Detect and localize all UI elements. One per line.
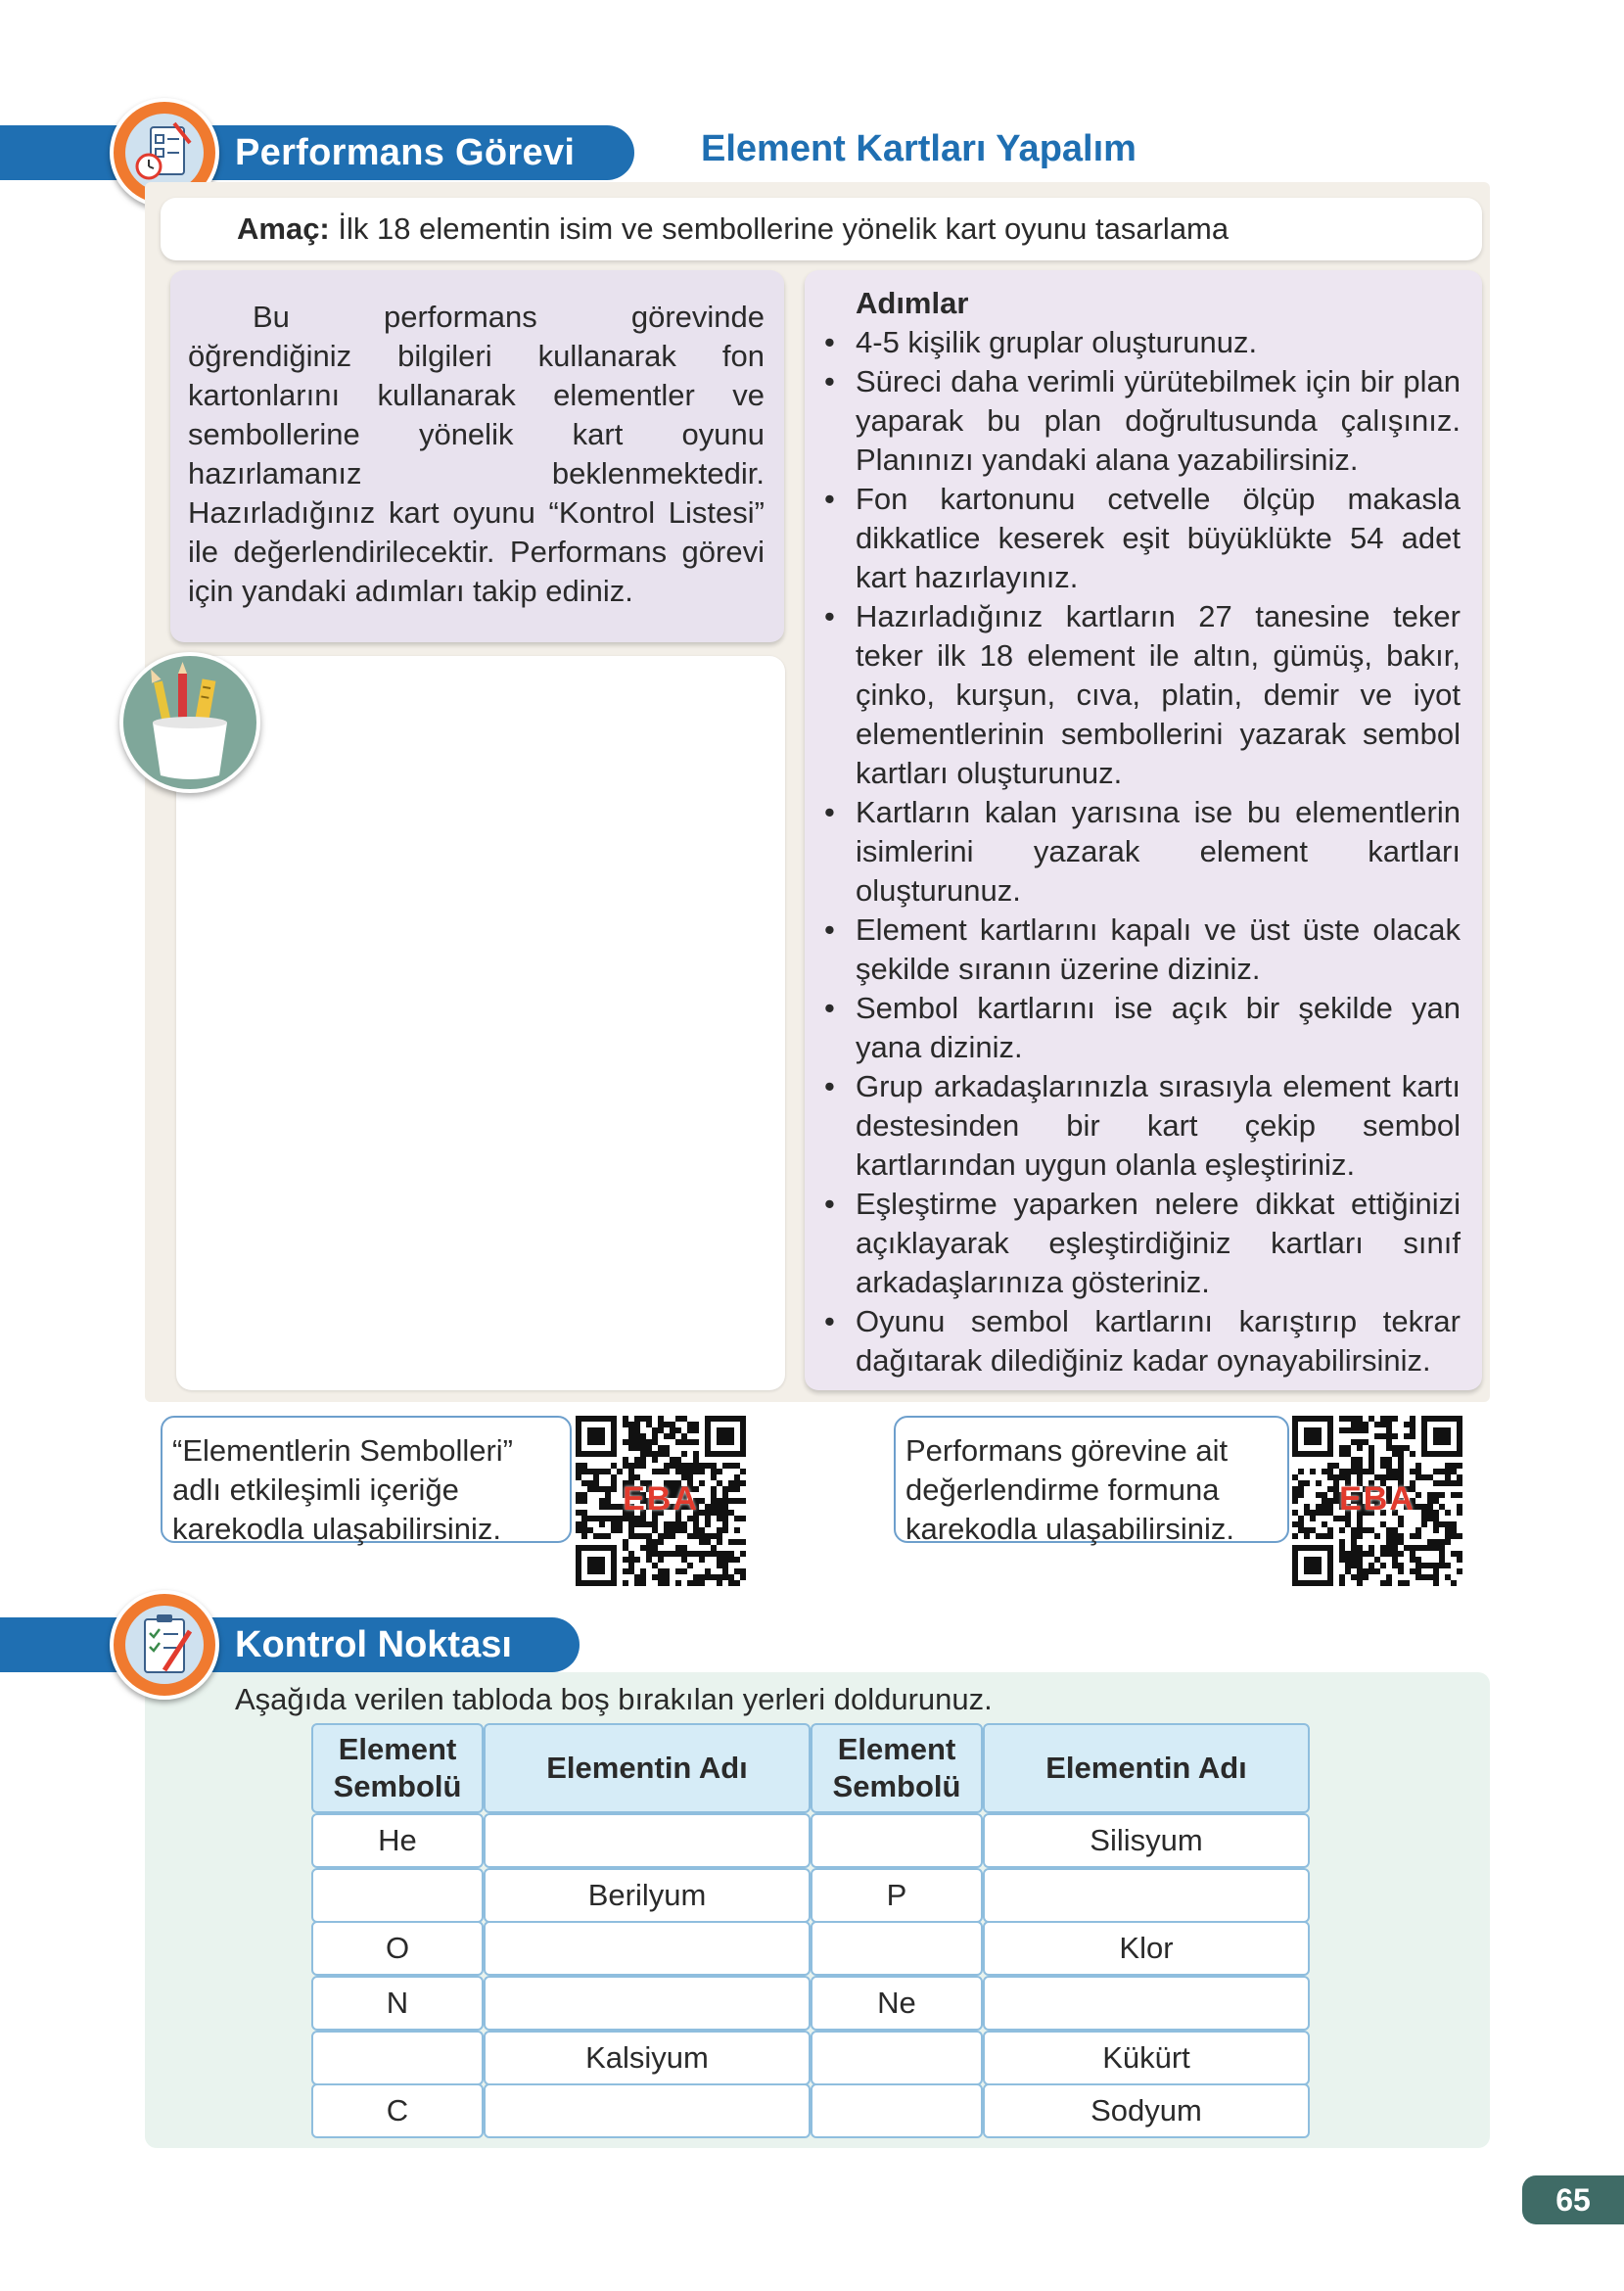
eba-logo: EBA (623, 1480, 699, 1518)
table-cell: N (311, 1976, 484, 2031)
table-cell[interactable] (811, 2083, 983, 2138)
checkpoint-title: Kontrol Noktası (235, 1624, 512, 1665)
intro-box (170, 270, 784, 642)
table-cell: Silisyum (983, 1813, 1310, 1868)
steps-box (805, 270, 1482, 1390)
table-cell[interactable] (484, 1976, 811, 2031)
eba-logo: EBA (1339, 1480, 1415, 1518)
steps-title: Adımlar (856, 286, 969, 320)
table-header-cell: Elementin Adı (983, 1723, 1310, 1813)
table-cell[interactable] (811, 2031, 983, 2085)
table-cell: Ne (811, 1976, 983, 2031)
checkpoint-instruction: Aşağıda verilen tabloda boş bırakılan yerleri doldurunuz. (235, 1682, 993, 1716)
table-cell[interactable] (484, 2083, 811, 2138)
list-item: • Element kartlarını kapalı ve üst üste olacak şekilde sıranın üzerine diziniz. (854, 911, 1461, 989)
qr-info-box-evaluation (894, 1416, 1289, 1546)
table-cell[interactable] (983, 1976, 1310, 2031)
aim-label: Amaç: (237, 211, 330, 246)
page-number: 65 (1522, 2175, 1624, 2224)
qr-code-icon[interactable] (576, 1416, 746, 1586)
table-cell[interactable] (811, 1813, 983, 1868)
table-cell: Kalsiyum (484, 2031, 811, 2085)
list-item: • Grup arkadaşlarınızla sırasıyla element kartı destesinden bir kart çekip sembol kartlarından uygun olanla eşleştiriniz. (854, 1067, 1461, 1185)
table-cell: Berilyum (484, 1868, 811, 1923)
table-cell: Klor (983, 1921, 1310, 1976)
table-cell[interactable] (811, 1921, 983, 1976)
list-item: • Oyunu sembol kartlarını karıştırıp tekrar dağıtarak dilediğiniz kadar oynayabilirsiniz. (854, 1302, 1461, 1380)
qr-info-text: Performans görevine ait değerlendirme formuna karekodla ulaşabilirsiniz. (905, 1433, 1234, 1546)
aim-text: İlk 18 elementin isim ve sembollerine yönelik kart oyunu tasarlama (329, 211, 1230, 246)
list-item: • Süreci daha verimli yürütebilmek için bir plan yaparak bu plan doğrultusunda çalışınız. Planınızı yandaki alana yazabilirsiniz. (854, 362, 1461, 480)
list-item: • Fon kartonunu cetvelle ölçüp makasla dikkatlice keserek eşit büyüklükte 54 adet kart hazırlayınız. (854, 480, 1461, 597)
table-cell: C (311, 2083, 484, 2138)
table-header-cell: Elementin Adı (484, 1723, 811, 1813)
table-header-cell: Element Sembolü (811, 1723, 983, 1813)
table-cell[interactable] (484, 1921, 811, 1976)
list-item: • Hazırladığınız kartların 27 tanesine teker teker ilk 18 element ile altın, gümüş, bakır, çinko, kurşun, cıva, platin, demir ve iyot elementlerinin sembollerini yazarak sembol kartları oluşturunuz. (854, 597, 1461, 793)
table-cell[interactable] (983, 1868, 1310, 1923)
table-cell: Sodyum (983, 2083, 1310, 2138)
qr-info-box-symbols (161, 1416, 572, 1546)
steps-list (854, 323, 1461, 1380)
intro-text: Bu performans görevinde öğrendiğiniz bilgileri kullanarak fon kartonlarını kullanarak elementler ve sembollerine yönelik kart oyunu hazırlamanız beklenmektedir. Hazırladığınız kart oyunu “Kontrol Listesi” ile değerlendirilecektir. Performans görevi için yandaki adımları takip ediniz. (188, 300, 765, 608)
table-cell: O (311, 1921, 484, 1976)
list-item: • Sembol kartlarını ise açık bir şekilde yan yana diziniz. (854, 989, 1461, 1067)
list-item: • Eşleştirme yaparken nelere dikkat ettiğinizi açıklayarak eşleştirdiğiniz kartları sınıf arkadaşlarınıza gösteriniz. (854, 1185, 1461, 1302)
table-header-cell: Element Sembolü (311, 1723, 484, 1813)
table-cell[interactable] (311, 2031, 484, 2085)
section-badge-title: Performans Görevi (235, 132, 576, 173)
aim-box (161, 198, 1482, 260)
table-cell[interactable] (311, 1868, 484, 1923)
pencil-cup-icon (119, 652, 260, 793)
page-title: Element Kartları Yapalım (701, 128, 1137, 169)
table-cell: He (311, 1813, 484, 1868)
qr-info-text: “Elementlerin Sembolleri” adlı etkileşimli içeriğe karekodla ulaşabilirsiniz. (172, 1433, 514, 1546)
list-item: • 4-5 kişilik gruplar oluşturunuz. (854, 323, 1461, 362)
clipboard-check-icon (110, 1590, 219, 1700)
table-cell: P (811, 1868, 983, 1923)
table-cell: Kükürt (983, 2031, 1310, 2085)
list-item: • Kartların kalan yarısına ise bu elementlerin isimlerini yazarak element kartları oluşturunuz. (854, 793, 1461, 911)
qr-code-icon[interactable] (1292, 1416, 1462, 1586)
table-cell[interactable] (484, 1813, 811, 1868)
plan-writing-area[interactable] (176, 656, 785, 1390)
